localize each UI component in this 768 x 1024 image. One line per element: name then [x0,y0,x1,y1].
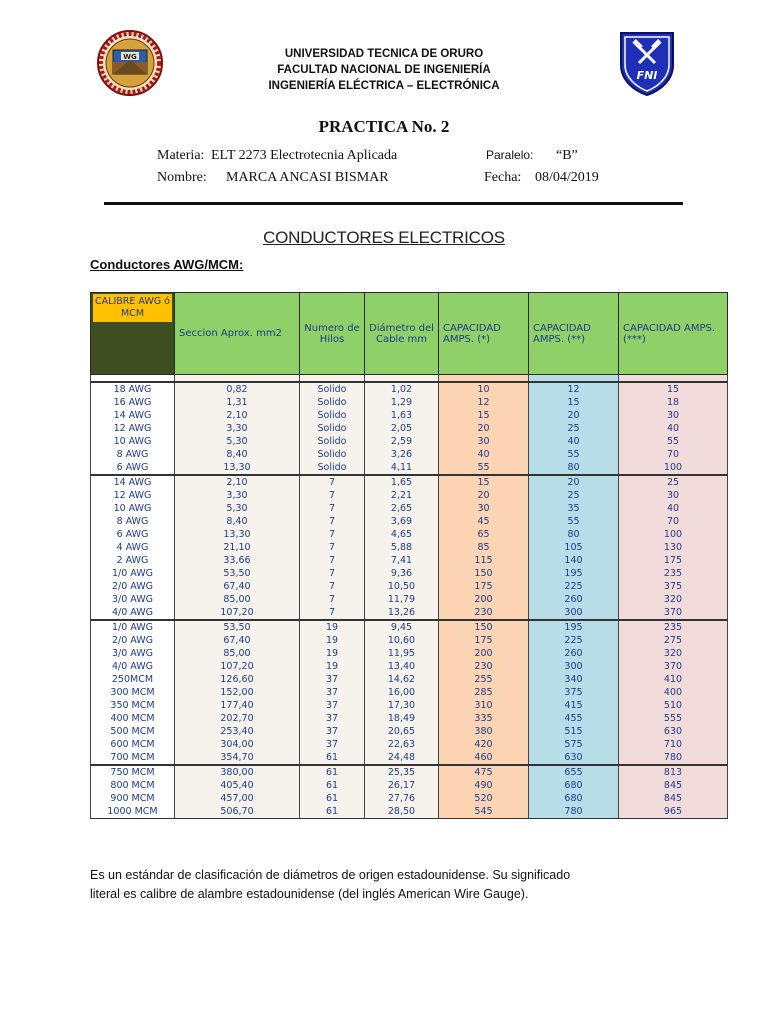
table-cell: 16,00 [365,686,439,699]
materia-label: Materia: [157,148,205,163]
table-cell: 80 [529,528,619,541]
table-row [91,461,728,475]
table-cell: 845 [619,779,728,792]
table-row [91,448,728,461]
table-cell: 130 [619,541,728,554]
table-row [91,725,728,738]
table-cell: 7 [300,502,365,515]
table-cell: 18 [619,396,728,409]
table-subheading: Conductores AWG/MCM: [90,257,244,272]
table-cell: Solido [300,396,365,409]
svg-text:FNI: FNI [636,69,658,82]
table-cell: 460 [439,751,529,765]
table-row [91,765,728,779]
table-row [91,673,728,686]
table-cell: 900 MCM [91,792,175,805]
table-cell: 10 AWG [91,502,175,515]
table-cell: 12 AWG [91,489,175,502]
table-cell: 3/0 AWG [91,593,175,606]
table-cell: 304,00 [175,738,300,751]
table-cell: Solido [300,422,365,435]
table-cell: 370 [619,606,728,620]
table-cell: 55 [529,448,619,461]
table-cell: 202,70 [175,712,300,725]
table-cell: 7 [300,580,365,593]
table-cell: 3/0 AWG [91,647,175,660]
header-amps-1: CAPACIDAD AMPS. (*) [439,293,529,375]
table-cell: 253,40 [175,725,300,738]
table-cell: 37 [300,699,365,712]
table-row [91,634,728,647]
table-cell: 400 [619,686,728,699]
table-cell: 14 AWG [91,409,175,422]
table-cell: 515 [529,725,619,738]
table-cell: 354,70 [175,751,300,765]
table-cell: 61 [300,779,365,792]
materia-value: ELT 2273 Electrotecnia Aplicada [211,148,398,163]
table-cell: 5,88 [365,541,439,554]
table-cell: 7 [300,541,365,554]
table-cell: 410 [619,673,728,686]
table-cell: 405,40 [175,779,300,792]
table-cell: 80 [529,461,619,475]
table-row [91,660,728,673]
table-cell: 555 [619,712,728,725]
table-cell: 3,26 [365,448,439,461]
table-cell: 20,65 [365,725,439,738]
table-cell: 320 [619,647,728,660]
table-cell: 107,20 [175,606,300,620]
table-cell: 3,30 [175,422,300,435]
header-calibre: CALIBRE AWG ó MCM [91,293,175,375]
fecha-value: 08/04/2019 [535,170,599,185]
table-cell: 100 [619,461,728,475]
table-cell: 25 [529,489,619,502]
table-cell: 25 [619,475,728,489]
table-cell: 55 [529,515,619,528]
table-row [91,580,728,593]
table-cell: 4/0 AWG [91,606,175,620]
table-cell: 6 AWG [91,528,175,541]
table-cell: 19 [300,660,365,673]
table-cell: 13,40 [365,660,439,673]
table-cell: 490 [439,779,529,792]
table-cell: 4,11 [365,461,439,475]
table-body [91,375,728,819]
table-row [91,593,728,606]
table-cell: 260 [529,593,619,606]
table-cell: 11,79 [365,593,439,606]
table-cell: 457,00 [175,792,300,805]
table-cell: 1/0 AWG [91,620,175,634]
table-cell: 0,82 [175,382,300,396]
table-cell: 40 [619,502,728,515]
table-cell: 30 [619,489,728,502]
table-cell: 7 [300,489,365,502]
table-cell: 2,10 [175,475,300,489]
table-cell: 7 [300,528,365,541]
table-row [91,489,728,502]
header-amps-3: CAPACIDAD AMPS. (***) [619,293,728,375]
table-cell: 37 [300,673,365,686]
svg-text:WG: WG [123,53,137,61]
table-cell: 230 [439,606,529,620]
table-cell: 380,00 [175,765,300,779]
table-cell: 115 [439,554,529,567]
table-cell: 19 [300,620,365,634]
table-cell: 40 [439,448,529,461]
table-cell: 415 [529,699,619,712]
table-cell: 33,66 [175,554,300,567]
table-cell: 225 [529,634,619,647]
table-cell: 300 [529,660,619,673]
table-cell: 28,50 [365,805,439,819]
table-cell: 630 [529,751,619,765]
table-cell: 235 [619,567,728,580]
table-cell: 10 AWG [91,435,175,448]
table-cell: 710 [619,738,728,751]
table-cell: 5,30 [175,435,300,448]
table-row [91,422,728,435]
table-cell: 545 [439,805,529,819]
table-cell: 9,45 [365,620,439,634]
table-cell: Solido [300,448,365,461]
table-cell: 340 [529,673,619,686]
table-cell: 35 [529,502,619,515]
table-cell: 2,10 [175,409,300,422]
header-diametro: Diámetro del Cable mm [365,293,439,375]
table-cell: 18 AWG [91,382,175,396]
table-cell: 177,40 [175,699,300,712]
table-cell: 20 [529,409,619,422]
table-cell: 2,05 [365,422,439,435]
table-cell: 10,50 [365,580,439,593]
table-header-row [91,293,728,375]
table-cell: 12 [439,396,529,409]
table-cell: 7 [300,475,365,489]
table-cell: 600 MCM [91,738,175,751]
table-cell: 260 [529,647,619,660]
university-name: UNIVERSIDAD TECNICA DE ORURO [284,48,484,60]
table-cell: 8 AWG [91,448,175,461]
table-cell: 750 MCM [91,765,175,779]
table-cell: 150 [439,567,529,580]
table-cell: 70 [619,515,728,528]
table-cell: 19 [300,634,365,647]
table-cell: 195 [529,620,619,634]
table-row [91,528,728,541]
table-cell: 1000 MCM [91,805,175,819]
table-cell: 100 [619,528,728,541]
table-cell: 40 [619,422,728,435]
table-row [91,751,728,765]
table-cell: 16 AWG [91,396,175,409]
table-cell: 380 [439,725,529,738]
table-cell: 61 [300,751,365,765]
table-cell: 20 [529,475,619,489]
table-cell: 2/0 AWG [91,634,175,647]
table-cell: 25,35 [365,765,439,779]
header-seccion: Seccion Aprox. mm2 [175,293,300,375]
table-cell: 200 [439,647,529,660]
table-row [91,567,728,580]
table-cell: 22,63 [365,738,439,751]
table-cell: 1/0 AWG [91,567,175,580]
table-cell: 10 [439,382,529,396]
table-cell: 655 [529,765,619,779]
table-cell: 85 [439,541,529,554]
table-cell: 13,26 [365,606,439,620]
table-cell: 2,59 [365,435,439,448]
document-title: PRACTICA No. 2 [318,117,450,136]
table-cell: 12 [529,382,619,396]
table-cell: 700 MCM [91,751,175,765]
table-cell: Solido [300,382,365,396]
table-cell: 630 [619,725,728,738]
table-row [91,620,728,634]
table-cell: 150 [439,620,529,634]
table-cell: 11,95 [365,647,439,660]
description-line-2: literal es calibre de alambre estadounidense (del inglés American Wire Gauge). [90,887,529,901]
table-row [91,554,728,567]
table-row [91,435,728,448]
table-cell: 105 [529,541,619,554]
table-cell: 55 [439,461,529,475]
table-row [91,396,728,409]
table-cell: 175 [619,554,728,567]
table-cell: 7 [300,567,365,580]
table-cell: 520 [439,792,529,805]
table-cell: 37 [300,738,365,751]
table-cell: 53,50 [175,620,300,634]
table-cell: 845 [619,792,728,805]
institution-header [0,46,768,94]
table-cell: 780 [529,805,619,819]
table-cell: 21,10 [175,541,300,554]
table-cell: 9,36 [365,567,439,580]
table-row [91,699,728,712]
table-cell: 20 [439,489,529,502]
table-row [91,712,728,725]
table-cell: 335 [439,712,529,725]
table-row [91,606,728,620]
table-cell: 19 [300,647,365,660]
table-row [91,502,728,515]
table-row [91,409,728,422]
table-row [91,515,728,528]
table-cell: 6 AWG [91,461,175,475]
table-cell: 10,60 [365,634,439,647]
header-divider [104,202,683,205]
table-row [91,475,728,489]
table-cell: 1,29 [365,396,439,409]
table-cell: 1,31 [175,396,300,409]
table-cell: 30 [619,409,728,422]
table-cell: 195 [529,567,619,580]
nombre-label: Nombre: [157,170,207,185]
table-cell: 1,65 [365,475,439,489]
header-hilos: Numero de Hilos [300,293,365,375]
table-cell: 61 [300,765,365,779]
table-cell: 4,65 [365,528,439,541]
table-cell: 680 [529,779,619,792]
table-row [91,686,728,699]
table-cell: 3,30 [175,489,300,502]
table-cell: 14 AWG [91,475,175,489]
table-cell: 14,62 [365,673,439,686]
table-cell: 37 [300,686,365,699]
table-cell: 1,02 [365,382,439,396]
table-cell: 25 [529,422,619,435]
table-cell: 300 MCM [91,686,175,699]
table-cell: 85,00 [175,593,300,606]
table-cell: 400 MCM [91,712,175,725]
table-cell: 375 [529,686,619,699]
table-cell: 4/0 AWG [91,660,175,673]
table-cell: 8,40 [175,448,300,461]
table-cell: 780 [619,751,728,765]
table-cell: 370 [619,660,728,673]
table-cell: 255 [439,673,529,686]
table-cell: 375 [619,580,728,593]
table-cell: 65 [439,528,529,541]
table-cell: 680 [529,792,619,805]
table-cell: 15 [619,382,728,396]
table-cell: 37 [300,712,365,725]
nombre-value: MARCA ANCASI BISMAR [226,170,389,185]
table-cell: 275 [619,634,728,647]
table-cell: 4 AWG [91,541,175,554]
table-cell: 510 [619,699,728,712]
paralelo-value: “B” [556,148,578,163]
table-cell: 15 [439,475,529,489]
description-line-1: Es un estándar de clasificación de diámetros de origen estadounidense. Su significado [90,868,571,882]
table-cell: 13,30 [175,461,300,475]
table-cell: 30 [439,435,529,448]
table-cell: 61 [300,805,365,819]
table-cell: 506,70 [175,805,300,819]
table-row [91,382,728,396]
table-cell: 175 [439,580,529,593]
header-amps-2: CAPACIDAD AMPS. (**) [529,293,619,375]
table-cell: 17,30 [365,699,439,712]
table-cell: 8,40 [175,515,300,528]
table-cell: 2 AWG [91,554,175,567]
table-cell: 7 [300,593,365,606]
table-cell: 3,69 [365,515,439,528]
table-cell: 107,20 [175,660,300,673]
table-cell: 320 [619,593,728,606]
table-cell: Solido [300,409,365,422]
table-cell: 37 [300,725,365,738]
table-cell: 26,17 [365,779,439,792]
table-cell: 53,50 [175,567,300,580]
table-cell: 40 [529,435,619,448]
table-cell: 230 [439,660,529,673]
table-cell: Solido [300,435,365,448]
department-name: INGENIERÍA ELÉCTRICA – ELECTRÓNICA [268,80,500,92]
fecha-label: Fecha: [484,170,522,185]
table-cell: 85,00 [175,647,300,660]
table-cell: 420 [439,738,529,751]
table-cell: 15 [529,396,619,409]
table-cell: 20 [439,422,529,435]
table-cell: 7 [300,515,365,528]
table-cell: 500 MCM [91,725,175,738]
table-cell: 225 [529,580,619,593]
description-paragraph [90,866,690,904]
table-cell: 285 [439,686,529,699]
table-cell: 45 [439,515,529,528]
table-row [91,541,728,554]
table-cell: 67,40 [175,580,300,593]
table-cell: 7,41 [365,554,439,567]
paralelo-label: Paralelo: [486,148,534,162]
table-cell: 310 [439,699,529,712]
table-row [91,805,728,819]
table-cell: 13,30 [175,528,300,541]
table-cell: Solido [300,461,365,475]
table-cell: 15 [439,409,529,422]
table-cell: 7 [300,554,365,567]
table-cell: 55 [619,435,728,448]
table-cell: 70 [619,448,728,461]
conductor-table [90,292,728,819]
section-title: CONDUCTORES ELECTRICOS [263,228,505,247]
table-cell: 2,21 [365,489,439,502]
table-cell: 152,00 [175,686,300,699]
table-cell: 813 [619,765,728,779]
table-cell: 5,30 [175,502,300,515]
table-row [91,738,728,751]
table-cell: 27,76 [365,792,439,805]
table-row [91,779,728,792]
table-cell: 30 [439,502,529,515]
table-cell: 126,60 [175,673,300,686]
table-cell: 175 [439,634,529,647]
table-cell: 575 [529,738,619,751]
table-cell: 18,49 [365,712,439,725]
table-cell: 12 AWG [91,422,175,435]
table-cell: 965 [619,805,728,819]
table-cell: 7 [300,606,365,620]
faculty-name: FACULTAD NACIONAL DE INGENIERÍA [277,64,491,76]
table-cell: 1,63 [365,409,439,422]
table-cell: 24,48 [365,751,439,765]
table-cell: 200 [439,593,529,606]
table-cell: 67,40 [175,634,300,647]
table-cell: 2,65 [365,502,439,515]
table-cell: 235 [619,620,728,634]
table-cell: 61 [300,792,365,805]
table-row [91,792,728,805]
table-cell: 2/0 AWG [91,580,175,593]
table-cell: 250MCM [91,673,175,686]
table-cell: 8 AWG [91,515,175,528]
table-cell: 350 MCM [91,699,175,712]
table-spacer-row [91,375,728,383]
table-cell: 300 [529,606,619,620]
table-row [91,647,728,660]
table-cell: 475 [439,765,529,779]
table-cell: 455 [529,712,619,725]
table-cell: 800 MCM [91,779,175,792]
table-cell: 140 [529,554,619,567]
